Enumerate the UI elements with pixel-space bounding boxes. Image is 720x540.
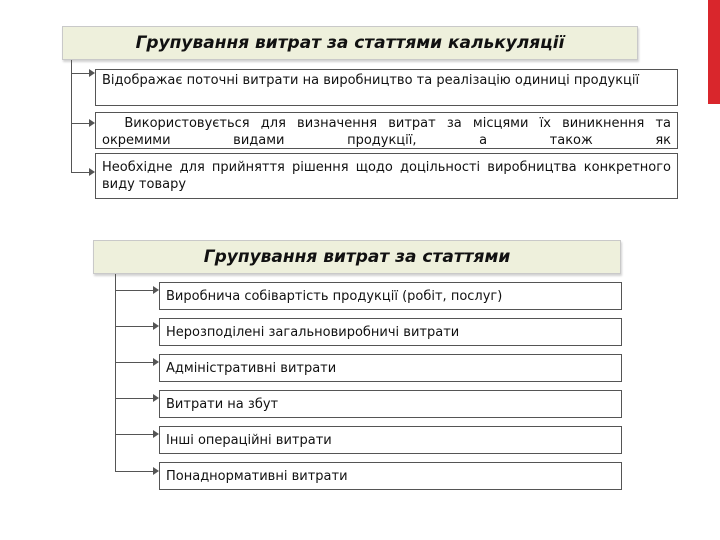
accent-bar [708,0,720,104]
bottom-connector-2 [115,326,154,327]
bottom-connector-1 [115,290,154,291]
top-connector-spine [71,60,72,172]
top-connector-1 [71,73,90,74]
bottom-box-production-cost: Виробнича собівартість продукції (робіт, послуг) [159,282,622,310]
bottom-box-unallocated-overhead: Нерозподілені загальновиробничі витрати [159,318,622,346]
top-box-production-decision: Необхідне для прийняття рішення щодо доцільності виробництва конкретного виду товару [95,153,678,199]
bottom-connector-5 [115,434,154,435]
top-connector-3 [71,172,90,173]
top-box-current-costs: Відображає поточні витрати на виробництво та реалізацію одиниці продукції [95,69,678,106]
bottom-box-above-normative: Понаднормативні витрати [159,462,622,490]
bottom-connector-4 [115,398,154,399]
bottom-connector-6 [115,471,154,472]
bottom-connector-spine [115,274,116,472]
top-diagram-title: Групування витрат за статтями калькуляції [62,26,638,60]
top-box-cost-location: Використовується для визначення витрат за місцями їх виникнення та окремими видами продукції, а також як [95,112,678,149]
bottom-connector-3 [115,362,154,363]
top-connector-2 [71,123,90,124]
bottom-box-selling: Витрати на збут [159,390,622,418]
bottom-diagram-title: Групування витрат за статтями [93,240,621,274]
bottom-box-other-operating: Інші операційні витрати [159,426,622,454]
bottom-box-administrative: Адміністративні витрати [159,354,622,382]
